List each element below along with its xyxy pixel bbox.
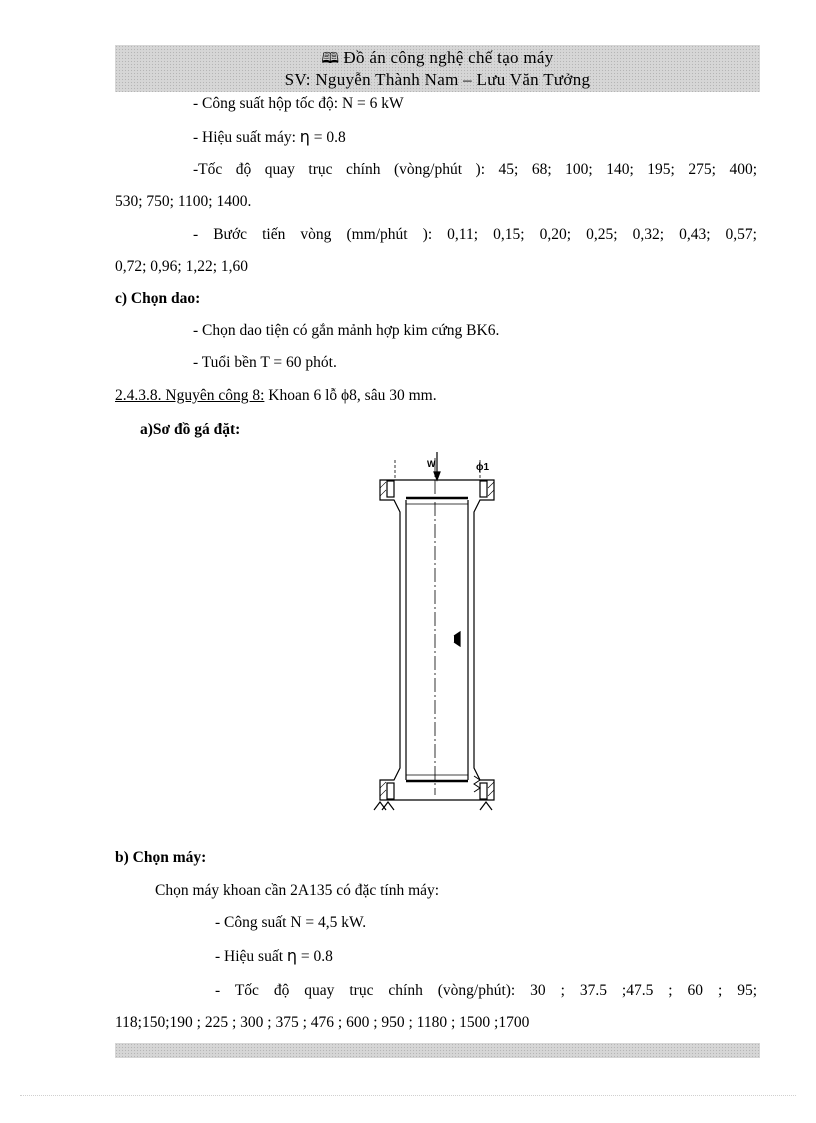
hole-bottom-left — [387, 783, 394, 799]
pin-mark — [454, 632, 460, 646]
machine-power: - Công suất N = 4,5 kW. — [215, 914, 367, 931]
tool-line-2: - Tuổi bền T = 60 phót. — [193, 354, 337, 371]
support-left — [382, 802, 394, 810]
efficiency-1-value: = 0.8 — [309, 129, 346, 146]
efficiency-1-prefix: - Hiệu suất máy: — [193, 129, 300, 146]
efficiency-line-1 — [193, 127, 346, 148]
support-right — [480, 802, 492, 810]
header-title-text: Đồ án công nghệ chế tạo máy — [343, 48, 554, 67]
efficiency-line-2 — [215, 946, 333, 967]
hole-bottom-right — [480, 783, 487, 799]
operation-description: Khoan 6 lỗ ϕ8, sâu 30 mm. — [264, 387, 437, 404]
efficiency-2-value: = 0.8 — [297, 948, 333, 965]
feed-line-b: 0,72; 0,96; 1,22; 1,60 — [115, 258, 249, 275]
setup-heading: a)Sơ đồ gá đặt: — [140, 421, 241, 438]
force-arrow — [434, 472, 440, 480]
efficiency-1-symbol: η — [299, 127, 310, 146]
hole-top-right — [480, 481, 487, 497]
page-footer-bar — [115, 1043, 760, 1058]
efficiency-2-prefix: - Hiệu suất — [215, 948, 287, 965]
tool-heading: c) Chọn dao: — [115, 290, 201, 307]
spindle-speed-line-2b: 118;150;190 ; 225 ; 300 ; 375 ; 476 ; 600 ; 950 ; 1180 ; 1500 ;1700 — [115, 1014, 530, 1031]
operation-title: 2.4.3.8. Nguyên công 8: — [115, 387, 265, 404]
label-phi: ϕ1 — [476, 462, 490, 473]
setup-diagram — [370, 450, 506, 812]
header-authors: SV: Nguyễn Thành Nam – Lưu Văn Tưởng — [284, 70, 591, 89]
part-outline — [380, 480, 494, 800]
hole-top-left — [387, 481, 394, 497]
power-box-line: - Công suất hộp tốc độ: N = 6 kW — [193, 95, 404, 112]
spindle-speed-line-2a: - Tốc độ quay trục chính (vòng/phút): 30 ; 37.5 ;47.5 ; 60 ; 95; — [215, 982, 757, 999]
label-w: W — [427, 459, 436, 469]
operation-line — [115, 386, 437, 406]
page-header — [115, 45, 760, 92]
efficiency-2-symbol: η — [286, 946, 298, 965]
page-bottom-rule — [20, 1095, 796, 1096]
tool-line-1: - Chọn dao tiện có gắn mảnh hợp kim cứng BK6. — [193, 322, 500, 339]
spindle-speed-line-1a: -Tốc độ quay trục chính (vòng/phút ): 45; 68; 100; 140; 195; 275; 400; — [193, 161, 757, 178]
machine-intro: Chọn máy khoan cần 2A135 có đặc tính máy: — [155, 882, 440, 899]
header-title — [115, 47, 760, 69]
spindle-speed-line-1b: 530; 750; 1100; 1400. — [115, 193, 252, 210]
feed-line-a: - Bước tiến vòng (mm/phút ): 0,11; 0,15; 0,20; 0,25; 0,32; 0,43; 0,57; — [193, 226, 757, 243]
machine-heading: b) Chọn máy: — [115, 849, 207, 866]
book-icon: 🕮 — [321, 49, 340, 67]
